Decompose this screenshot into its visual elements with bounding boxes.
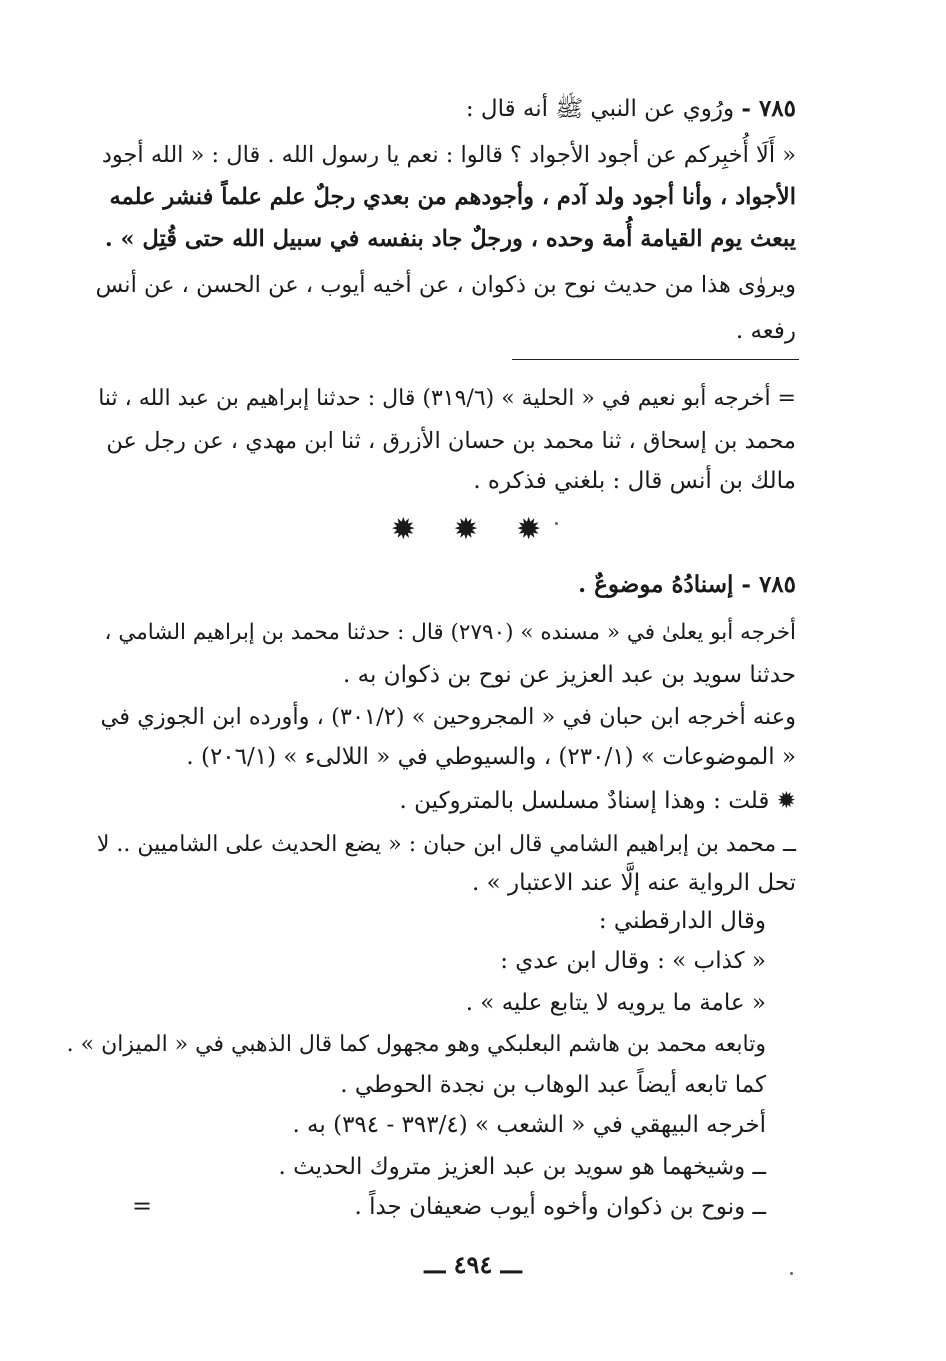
continuation-mark: =: [132, 1192, 153, 1220]
commentary-line: « الموضوعات » (٢٣٠/١) ، والسيوطي في « اللالىء » (٢٠٦/١) .: [186, 744, 796, 770]
commentary-line: ✹ قلت : وهذا إسنادٌ مسلسل بالمتروكين .: [399, 788, 796, 814]
hadith-narration-line-1: ويروٰى هذا من حديث نوح بن ذكوان ، عن أخيه أيوب ، عن الحسن ، عن أنس: [95, 272, 796, 298]
commentary-line: وعنه أخرجه ابن حبان في « المجروحين » (٣٠١/٢) ، وأورده ابن الجوزي في: [100, 704, 796, 730]
hadith-text-line-3: يبعث يوم القيامة أُمة وحده ، ورجلٌ جاد بنفسه في سبيل الله حتى قُتِل » .: [104, 226, 796, 252]
commentary-line: ــ ونوح بن ذكوان وأخوه أيوب ضعيفان جداً .: [354, 1194, 766, 1220]
footnote-line-2: محمد بن إسحاق ، ثنا محمد بن حسان الأزرق ، ثنا ابن مهدي ، عن رجل عن: [106, 428, 796, 454]
footnote-line-1: = أخرجه أبو نعيم في « الحلية » (٣١٩/٦) قال : حدثنا إبراهيم بن عبد الله ، ثنا: [98, 386, 796, 411]
footnote-divider: [512, 359, 799, 360]
commentary-line: حدثنا سويد بن عبد العزيز عن نوح بن ذكوان به .: [343, 662, 796, 688]
commentary-line: ــ محمد بن إبراهيم الشامي قال ابن حبان : « يضع الحديث على الشاميين .. لا: [96, 832, 796, 857]
hadith-number: ٧٨٥ -: [741, 95, 796, 122]
footnote-line-3: مالك بن أنس قال : بلغني فذكره .: [473, 468, 796, 494]
commentary-line: تحل الرواية عنه إلَّا عند الاعتبار » .: [471, 870, 796, 896]
hadith-intro-text: ورُوي عن النبي ﷺ أنه قال :: [465, 96, 735, 122]
commentary-line: كما تابعه أيضاً عبد الوهاب بن نجدة الحوطي .: [340, 1072, 766, 1098]
hadith-text-line-2: الأجواد ، وأنا أجود ولد آدم ، وأجودهم من بعدي رجلٌ علم علماً فنشر علمه: [109, 184, 796, 210]
scan-speck: [790, 1272, 793, 1275]
hadith-text-line-1: « أَلَا أُخبِركم عن أجود الأجواد ؟ قالوا : نعم يا رسول الله . قال : « الله أجود: [101, 142, 796, 168]
commentary-line: « كذاب » : وقال ابن عدي :: [500, 948, 766, 974]
commentary-line: « عامة ما يرويه لا يتابع عليه » .: [465, 990, 766, 1016]
hadith-intro: [466, 92, 796, 126]
scan-speck: [555, 522, 558, 525]
page-number: ـــ ٤٩٤ ـــ: [424, 1250, 522, 1279]
commentary-line: أخرجه البيهقي في « الشعب » (٣٩٣/٤ - ٣٩٤) به .: [292, 1112, 766, 1138]
hadith-narration-line-2: رفعه .: [735, 318, 796, 344]
commentary-line: ــ وشيخهما هو سويد بن عبد العزيز متروك الحديث .: [278, 1154, 766, 1180]
commentary-line: أخرجه أبو يعلىٰ في « مسنده » (٢٧٩٠) قال : حدثنا محمد بن إبراهيم الشامي ،: [104, 620, 796, 645]
commentary-heading: ٧٨٥ - إسنادُهُ موضوعٌ .: [578, 571, 796, 598]
commentary-line: وتابعه محمد بن هاشم البعلبكي وهو مجهول كما قال الذهبي في « الميزان » .: [66, 1032, 766, 1057]
section-separator: ✹ ✹ ✹: [390, 512, 556, 547]
commentary-line: وقال الدارقطني :: [598, 908, 766, 934]
